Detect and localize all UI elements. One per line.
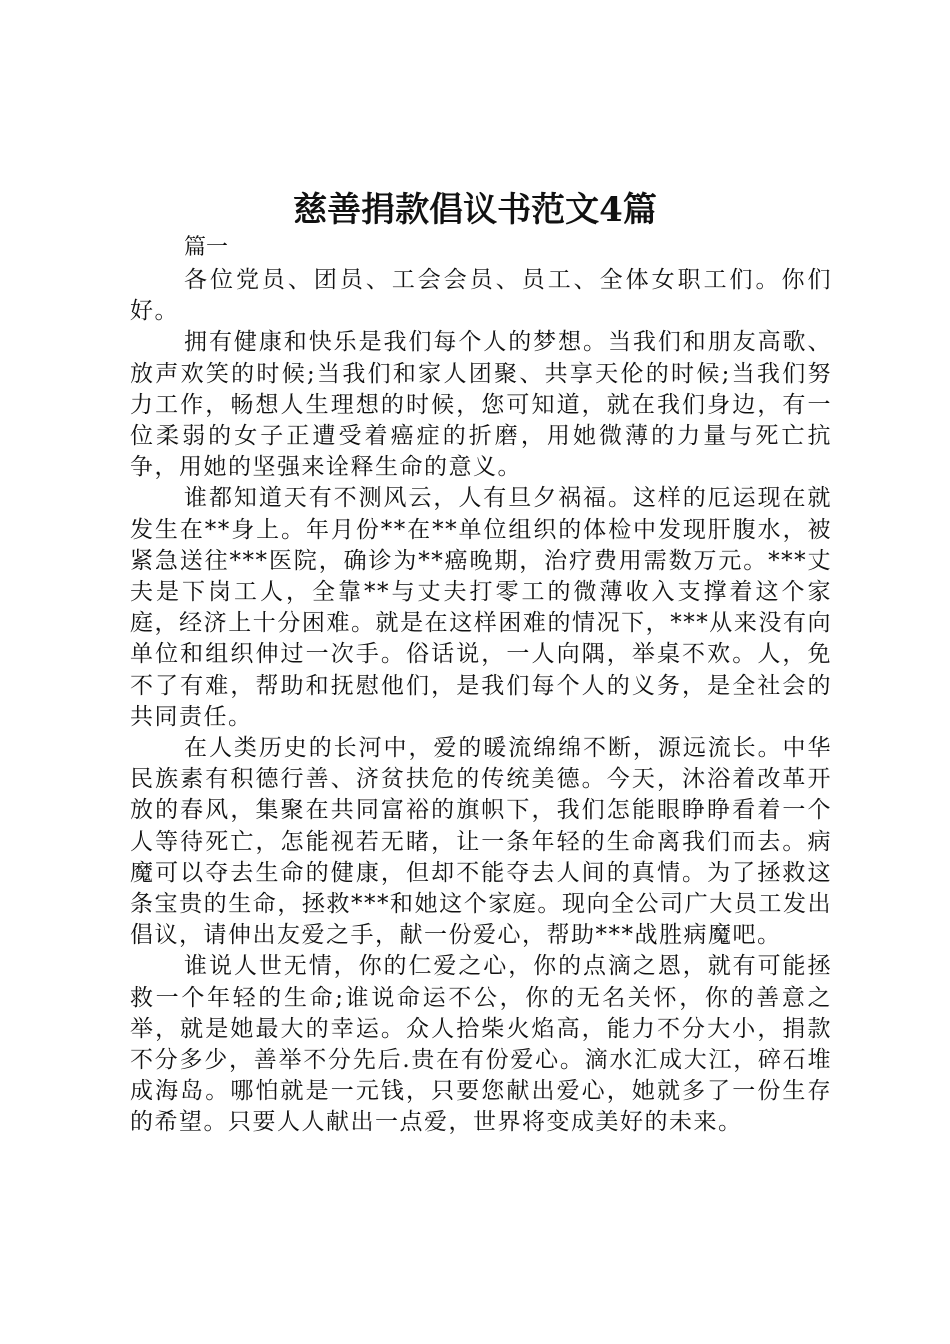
- paragraph-closing: 谁说人世无情，你的仁爱之心，你的点滴之恩，就有可能拯救一个年轻的生命;谁说命运不公，你的无名关怀，你的善意之举，就是她最大的幸运。众人拾柴火焰高，能力不分大小，捐款不分多少，善举不分先后.贵在有份爱心。滴水汇成大江，碎石堆成海岛。哪怕就是一元钱，只要您献出爱心，她就多了一份生存的希望。只要人人献出一点爱，世界将变成美好的未来。: [130, 953, 832, 1136]
- paragraph-greeting: 各位党员、团员、工会会员、员工、全体女职工们。你们好。: [130, 267, 832, 325]
- section-label: 篇一: [184, 235, 229, 260]
- paragraph-appeal: 在人类历史的长河中，爱的暖流绵绵不断，源远流长。中华民族素有积德行善、济贫扶危的传统美德。今天，沐浴着改革开放的春风，集聚在共同富裕的旗帜下，我们怎能眼睁睁看着一个人等待死亡，怎能视若无睹，让一条年轻的生命离我们而去。病魔可以夺去生命的健康，但却不能夺去人间的真情。为了拯救这条宝贵的生命，拯救***和她这个家庭。现向全公司广大员工发出倡议，请伸出友爱之手，献一份爱心，帮助***战胜病魔吧。: [130, 735, 832, 949]
- paragraph-misfortune: 谁都知道天有不测风云，人有旦夕祸福。这样的厄运现在就发生在**身上。年月份**在**单位组织的体检中发现肝腹水，被紧急送往***医院，确诊为**癌晚期，治疗费用需数万元。***丈夫是下岗工人，全靠**与丈夫打零工的微薄收入支撑着这个家庭，经济上十分困难。就是在这样困难的情况下，***从来没有向单位和组织伸过一次手。俗话说，一人向隅，举桌不欢。人，免不了有难，帮助和抚慰他们，是我们每个人的义务，是全社会的共同责任。: [130, 485, 832, 730]
- paragraph-dream: 拥有健康和快乐是我们每个人的梦想。当我们和朋友高歌、放声欢笑的时候;当我们和家人团聚、共享天伦的时候;当我们努力工作，畅想人生理想的时候，您可知道，就在我们身边，有一位柔弱的女子正遭受着癌症的折磨，用她微薄的力量与死亡抗争，用她的坚强来诠释生命的意义。: [130, 329, 832, 481]
- document-title: 慈善捐款倡议书范文4篇: [293, 190, 657, 230]
- document-body: [130, 232, 832, 1139]
